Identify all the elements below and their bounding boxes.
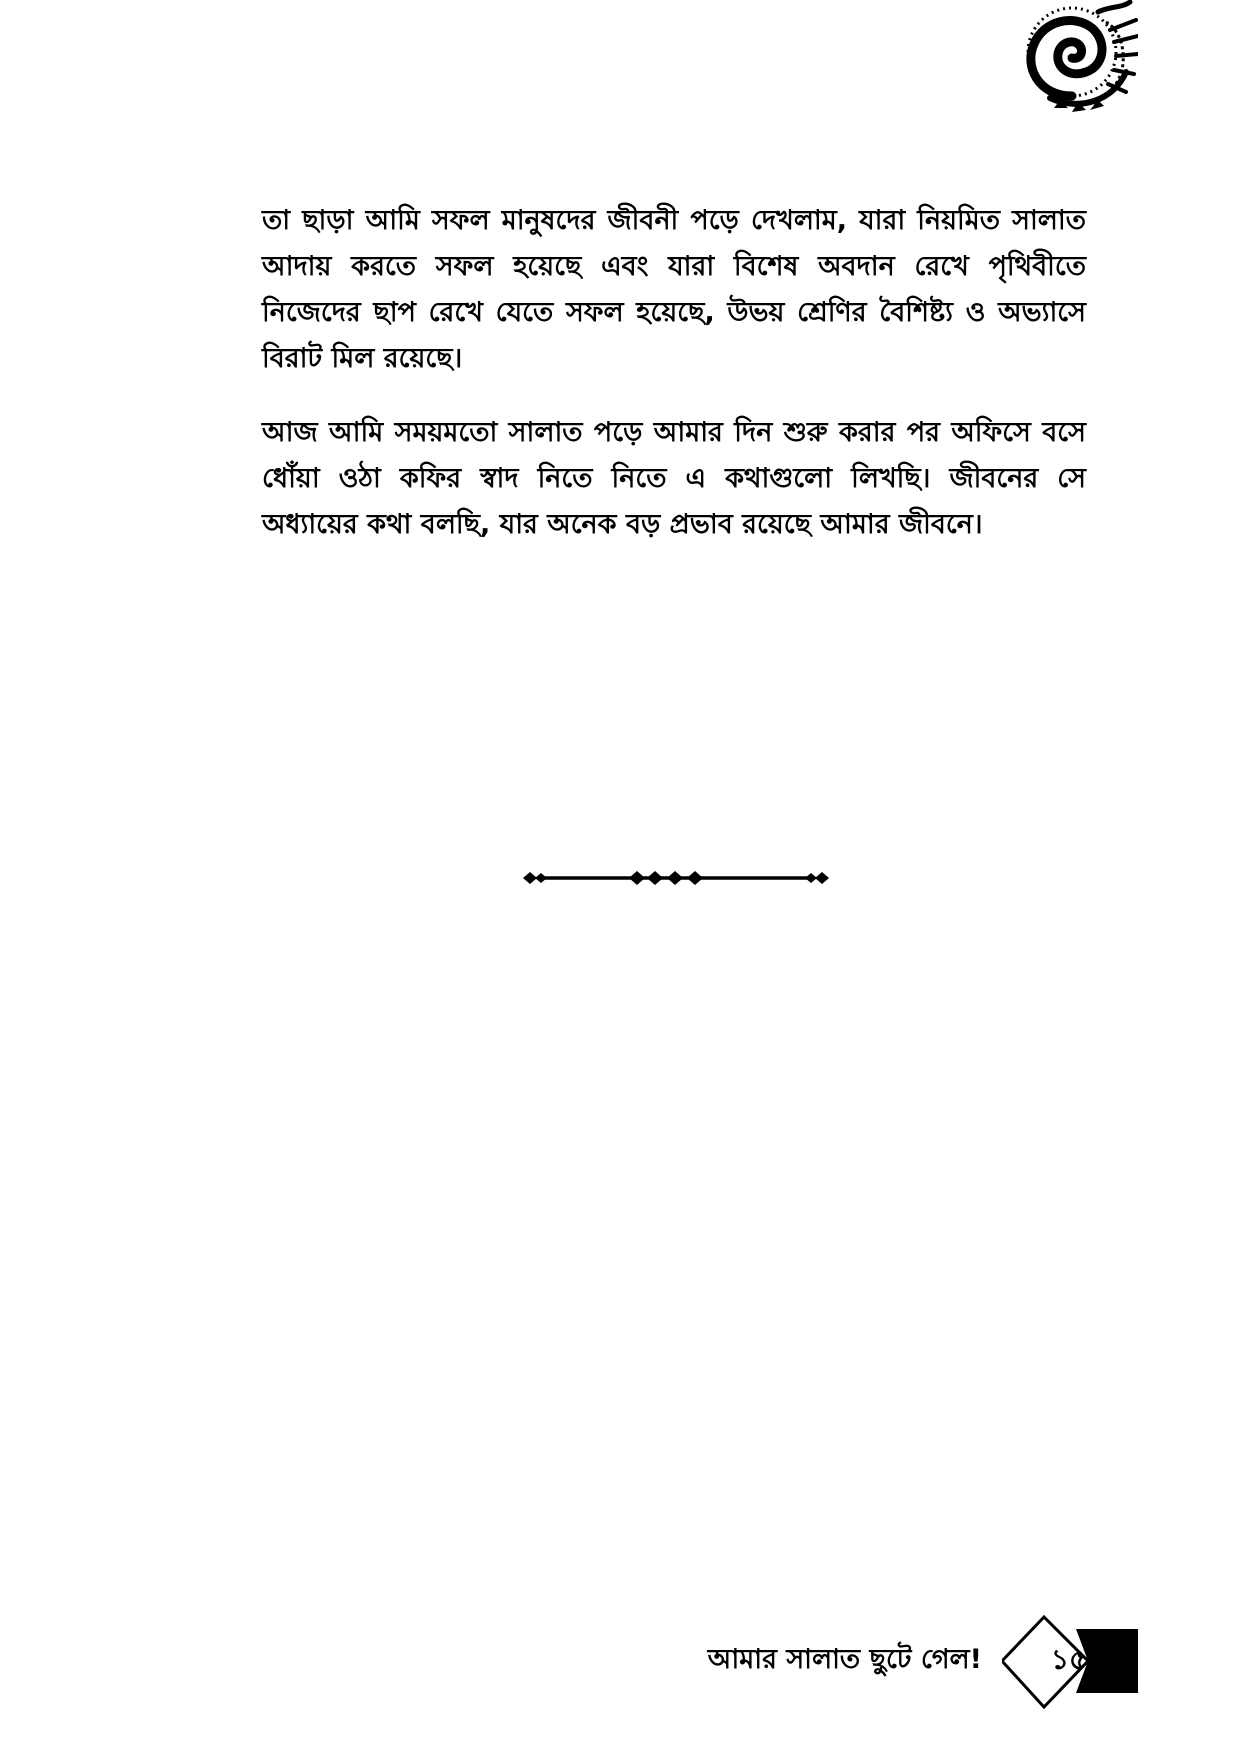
paragraph: তা ছাড়া আমি সফল মানুষদের জীবনী পড়ে দেখলাম, যারা নিয়মিত সালাত আদায় করতে সফল হয়েছে এবং যারা বিশেষ অবদান রেখে পৃথিবীতে নিজেদের ছাপ রেখে যেতে সফল হয়েছে, উভয় শ্রেণির বৈশিষ্ট্য ও অভ্যাসে বিরাট মিল রয়েছে। bbox=[262, 205, 1086, 374]
diamond-divider-icon bbox=[523, 868, 829, 888]
footer-book-title: আমার সালাত ছুটে গেল! bbox=[707, 1644, 982, 1675]
paragraph: আজ আমি সময়মতো সালাত পড়ে আমার দিন শুরু করার পর অফিসে বসে ধোঁয়া ওঠা কফির স্বাদ নিতে নিতে এ কথাগুলো লিখছি। জীবনের সে অধ্যায়ের কথা বলছি, যার অনেক বড় প্রভাব রয়েছে আমার জীবনে। bbox=[262, 417, 1086, 540]
page-number: ১৫ bbox=[1050, 1643, 1088, 1676]
body-text bbox=[262, 198, 1086, 548]
swirl-ornament-icon bbox=[1010, 0, 1138, 118]
